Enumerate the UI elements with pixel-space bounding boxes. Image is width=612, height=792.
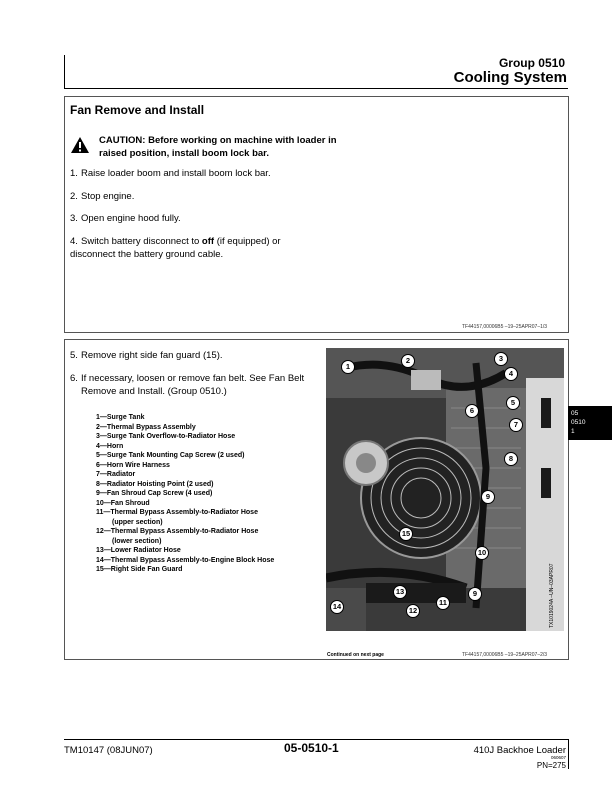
- legend-item: 6—Horn Wire Harness: [96, 461, 170, 469]
- legend-item: 12—Thermal Bypass Assembly-to-Radiator Hose: [96, 528, 259, 535]
- caution-text: CAUTION: Before working on machine with loader in raised position, install boom lock bar.: [99, 135, 337, 159]
- legend-item: 3—Surge Tank Overflow-to-Radiator Hose: [96, 433, 236, 440]
- photo-code: TX1019024A –UN–03APR07: [549, 563, 555, 628]
- parts-legend: [96, 413, 274, 575]
- header-rule-vertical: [64, 55, 65, 89]
- legend-item: 2—Thermal Bypass Assembly: [96, 423, 196, 431]
- chapter-title: Cooling System: [453, 69, 567, 86]
- reference-code-2: TF44157,00006B5 –19–25APR07–2/3: [462, 652, 548, 658]
- section-tab: [568, 406, 612, 440]
- legend-item: 8—Radiator Hoisting Point (2 used): [96, 480, 214, 488]
- legend-item: 15—Right Side Fan Guard: [96, 566, 183, 573]
- callout-6: 6: [465, 404, 479, 418]
- callout-3: 3: [494, 352, 508, 366]
- header-rule: [64, 88, 568, 89]
- step-3: 3. Open engine hood fully.: [70, 213, 181, 224]
- callout-14: 14: [330, 600, 344, 614]
- footer-rule: [64, 739, 568, 740]
- tab-line: 0510: [571, 419, 586, 426]
- callout-15: 15: [399, 527, 413, 541]
- tab-line: 1: [571, 428, 575, 435]
- callout-8: 8: [504, 452, 518, 466]
- legend-item: 14—Thermal Bypass Assembly-to-Engine Block Hose: [96, 556, 275, 564]
- tab-line: 05: [571, 410, 579, 417]
- manual-number: TM10147 (08JUN07): [64, 745, 153, 756]
- callout-7: 7: [509, 418, 523, 432]
- callout-11: 11: [436, 596, 450, 610]
- callout-5: 5: [506, 396, 520, 410]
- pn-number: PN=275: [536, 761, 566, 770]
- photo-illustration: [326, 348, 564, 631]
- callout-2: 2: [401, 354, 415, 368]
- legend-item: (upper section): [112, 518, 163, 526]
- reference-code-1: TF44157,00006B5 –19–25APR07–1/3: [462, 324, 548, 330]
- legend-item: 9—Fan Shroud Cap Screw (4 used): [96, 490, 213, 497]
- callout-13: 13: [393, 585, 407, 599]
- cooling-system-photo: [326, 348, 564, 631]
- footer-date: 060607: [550, 755, 566, 760]
- step-5: 5. Remove right side fan guard (15).: [70, 350, 223, 361]
- callout-9b: 9: [468, 587, 482, 601]
- callout-9: 9: [481, 490, 495, 504]
- callout-4: 4: [504, 367, 518, 381]
- caution-triangle-icon: [70, 136, 90, 154]
- callout-10: 10: [475, 546, 489, 560]
- legend-item: (lower section): [112, 537, 162, 545]
- callout-1: 1: [341, 360, 355, 374]
- legend-item: 11—Thermal Bypass Assembly-to-Radiator Hose: [96, 509, 258, 516]
- step-2: 2. Stop engine.: [70, 191, 135, 202]
- footer-rule-vertical: [568, 739, 569, 769]
- legend-item: 1—Surge Tank: [96, 414, 145, 421]
- legend-item: 13—Lower Radiator Hose: [96, 547, 181, 554]
- step-4: 4. Switch battery disconnect to off (if equipped) or disconnect the battery ground cable.: [70, 236, 281, 260]
- page-number: 05-0510-1: [284, 741, 339, 755]
- legend-item: 10—Fan Shroud: [96, 499, 150, 507]
- step-6: 6. If necessary, loosen or remove fan belt. See Fan Belt Remove and Install. (Group 0510.): [70, 373, 305, 397]
- continued-note: Continued on next page: [327, 652, 384, 658]
- legend-item: 7—Radiator: [96, 471, 136, 478]
- step-1: 1. Raise loader boom and install boom lock bar.: [70, 168, 271, 179]
- callout-12: 12: [406, 604, 420, 618]
- machine-name: 410J Backhoe Loader: [473, 745, 566, 756]
- legend-item: 4—Horn: [96, 442, 124, 450]
- legend-item: 5—Surge Tank Mounting Cap Screw (2 used): [96, 452, 245, 459]
- section-title: Fan Remove and Install: [70, 103, 205, 117]
- group-number: Group 0510: [498, 56, 565, 70]
